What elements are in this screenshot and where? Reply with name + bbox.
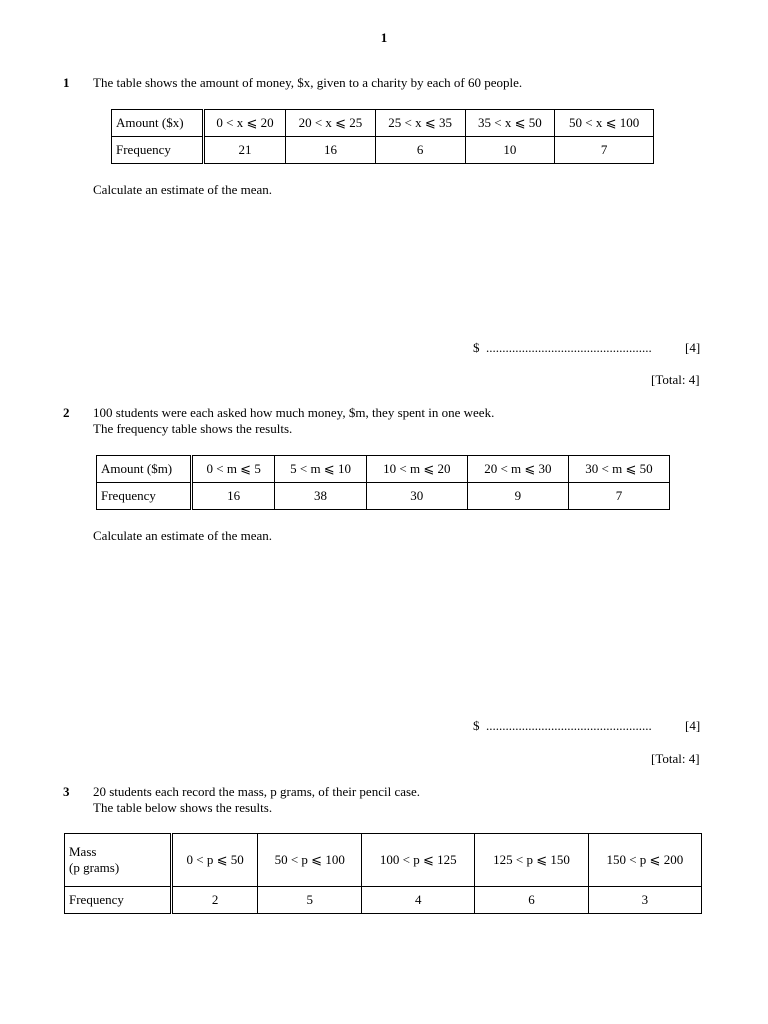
interval-cell: 10 < m ⩽ 20 [366, 456, 467, 483]
frequency-cell: 2 [172, 887, 258, 914]
frequency-cell: 21 [204, 137, 286, 164]
question-3-table [64, 833, 702, 914]
interval-cell: 5 < m ⩽ 10 [275, 456, 366, 483]
question-2-line-1: 100 students were each asked how much money, $m, they spent in one week. [93, 405, 495, 420]
frequency-cell: 3 [588, 887, 701, 914]
table-header-label [65, 834, 172, 887]
table-row-label: Frequency [65, 887, 172, 914]
interval-cell: 100 < p ⩽ 125 [362, 834, 475, 887]
question-3-line-1: 20 students each record the mass, p grams, of their pencil case. [93, 784, 421, 799]
frequency-cell: 16 [192, 483, 275, 510]
frequency-cell: 30 [366, 483, 467, 510]
frequency-cell: 4 [362, 887, 475, 914]
table-header-label: Amount ($x) [112, 110, 204, 137]
question-2-table [96, 455, 670, 510]
question-1-total: [Total: 4] [651, 372, 700, 387]
frequency-cell: 7 [555, 137, 654, 164]
table-row-label: Frequency [112, 137, 204, 164]
interval-cell: 125 < p ⩽ 150 [475, 834, 588, 887]
table-header-label: Amount ($m) [97, 456, 192, 483]
table-header-label-line-1: Mass [69, 844, 97, 859]
interval-cell: 50 < p ⩽ 100 [258, 834, 362, 887]
question-2-prompt: Calculate an estimate of the mean. [93, 528, 273, 543]
frequency-cell: 7 [568, 483, 669, 510]
question-3-text [93, 784, 420, 816]
table-header-label-line-2: (p grams) [69, 860, 120, 875]
interval-cell: 30 < m ⩽ 50 [568, 456, 669, 483]
question-3-line-2: The table below shows the results. [93, 800, 273, 815]
frequency-cell: 9 [467, 483, 568, 510]
question-2-marks: [4] [685, 718, 701, 733]
question-1-line-1: The table shows the amount of money, $x, given to a charity by each of 60 people. [93, 75, 523, 90]
interval-cell: 20 < x ⩽ 25 [286, 110, 376, 137]
question-2-answer-prefix: $ [473, 718, 480, 733]
question-2-number: 2 [63, 405, 70, 420]
frequency-cell: 5 [258, 887, 362, 914]
interval-cell: 35 < x ⩽ 50 [465, 110, 555, 137]
question-1-answer-prefix: $ [473, 340, 480, 355]
question-1-prompt: Calculate an estimate of the mean. [93, 182, 273, 197]
question-1-answer-line[interactable]: ................................................... [486, 340, 652, 355]
question-3-number: 3 [63, 784, 70, 799]
question-2-total: [Total: 4] [651, 751, 700, 766]
table-row-label: Frequency [97, 483, 192, 510]
interval-cell: 50 < x ⩽ 100 [555, 110, 654, 137]
question-1-text [93, 75, 522, 91]
question-1-marks: [4] [685, 340, 701, 355]
question-2-answer-line[interactable]: ................................................... [486, 718, 652, 733]
interval-cell: 0 < p ⩽ 50 [172, 834, 258, 887]
interval-cell: 25 < x ⩽ 35 [375, 110, 465, 137]
frequency-cell: 10 [465, 137, 555, 164]
interval-cell: 0 < m ⩽ 5 [192, 456, 275, 483]
frequency-cell: 6 [475, 887, 588, 914]
frequency-cell: 38 [275, 483, 366, 510]
interval-cell: 0 < x ⩽ 20 [204, 110, 286, 137]
interval-cell: 20 < m ⩽ 30 [467, 456, 568, 483]
frequency-cell: 6 [375, 137, 465, 164]
page-number: 1 [380, 30, 388, 45]
question-1-number: 1 [63, 75, 70, 90]
question-2-line-2: The frequency table shows the results. [93, 421, 293, 436]
frequency-cell: 16 [286, 137, 376, 164]
question-2-text [93, 405, 494, 437]
question-1-table [111, 109, 654, 164]
interval-cell: 150 < p ⩽ 200 [588, 834, 701, 887]
